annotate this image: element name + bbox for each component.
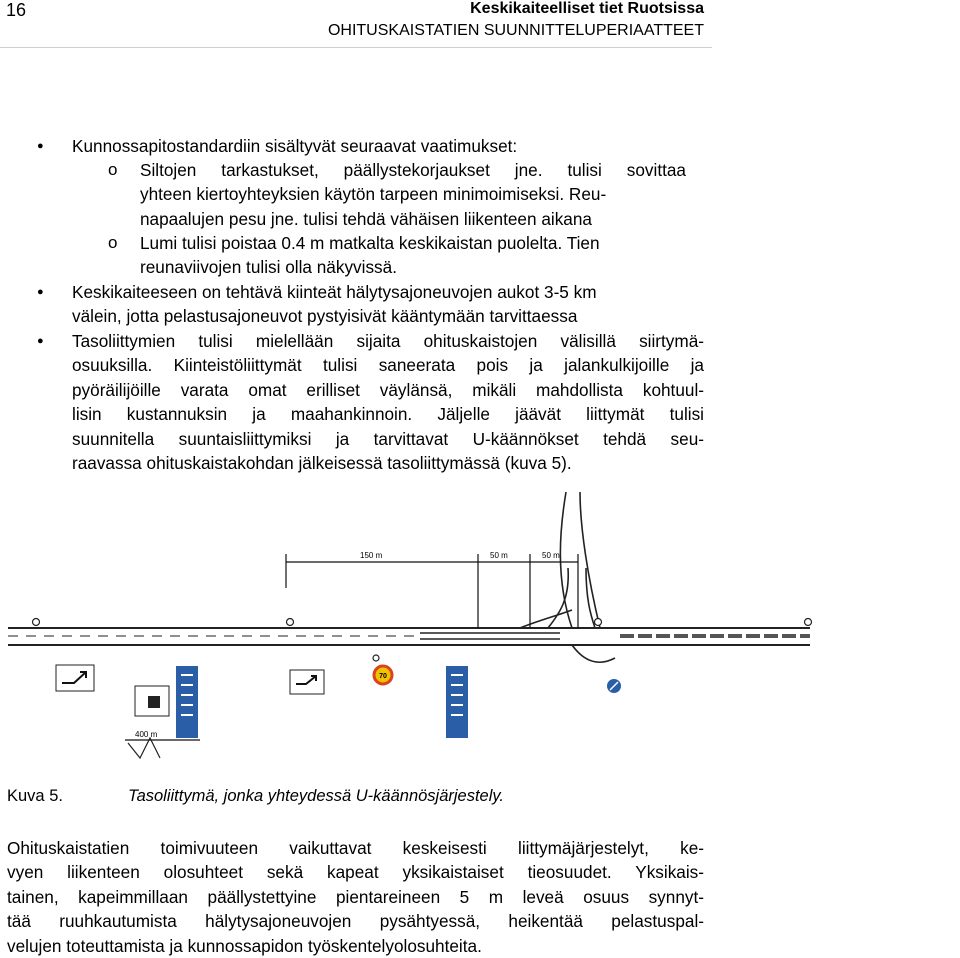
dim-label-50a: 50 m (490, 551, 508, 560)
sub-item-1 (140, 158, 686, 231)
text-line: raavassa ohituskaistakohdan jälkeisessä tasoliittymässä (kuva 5). (72, 453, 572, 474)
text-line: tainen, kapeimmillaan päällystettyine pientareineen 5 m leveä osuus synnyt- (7, 886, 704, 907)
text-line: reunaviivojen tulisi olla näkyvissä. (140, 257, 397, 278)
header-rule (0, 47, 712, 48)
sub-item-2 (140, 231, 600, 280)
intersection-diagram (0, 488, 820, 778)
side-road (520, 492, 615, 662)
text-line: napaalujen pesu jne. tulisi tehdä vähäisen liikenteen aikana (140, 208, 592, 229)
sub-bullet-2: o (108, 233, 118, 252)
text-line: pyöräilijöille varata omat erilliset väylänsä, mikäli mahdollista kohtuul- (72, 379, 704, 400)
dim-label-150: 150 m (360, 551, 383, 560)
main-road (8, 628, 810, 645)
dim-label-50b: 50 m (542, 551, 560, 560)
bullet-3: ● (37, 335, 44, 347)
text-line: velujen toteuttamista ja kunnossapidon työskentelyolosuhteita. (7, 935, 482, 956)
text-line: osuuksilla. Kiinteistöliittymät tulisi saneerata pois ja jalankulkijoille ja (72, 355, 704, 376)
page-number: 16 (6, 0, 27, 20)
list-item-3 (72, 329, 704, 475)
speed-limit-value: 70 (379, 673, 387, 680)
running-title: Keskikaiteelliset tiet Ruotsissa (470, 0, 704, 17)
bullet-2: ● (37, 286, 44, 298)
text-line: Lumi tulisi poistaa 0.4 m matkalta keskikaistan puolelta. Tien (140, 233, 600, 253)
break-mark (128, 738, 160, 758)
direction-sign-2 (135, 686, 169, 716)
text-line: Siltojen tarkastukset, päällystekorjaukset jne. tulisi sovittaa (140, 160, 686, 180)
sub-bullet-1: o (108, 160, 118, 179)
figure-caption-number: Kuva 5. (7, 787, 63, 805)
running-subtitle: OHITUSKAISTATIEN SUUNNITTELUPERIAATTEET (327, 22, 704, 39)
bullet-1: ● (37, 140, 44, 152)
direction-sign-3 (290, 670, 324, 694)
text-line: suunnitella suuntaisliittymiksi ja tarvittavat U-käännökset tehdä seu- (72, 428, 704, 449)
blue-guide-sign-2 (446, 666, 468, 738)
list-item-1-text: Kunnossapitostandardiin sisältyvät seuraavat vaatimukset: (72, 136, 518, 156)
body-paragraph (7, 836, 704, 958)
text-line: tää ruuhkautumista hälytysajoneuvojen pysähtyessä, heikentää pelastuspal- (7, 911, 704, 932)
blue-guide-sign-1 (176, 666, 198, 738)
text-line: välein, jotta pelastusajoneuvot pystyisivät kääntymään tarvittaessa (72, 306, 578, 327)
list-item-2 (72, 280, 597, 329)
text-line: vyen liikenteen olosuhteet sekä kapeat yksikaistaiset tieosuudet. Yksikais- (7, 862, 704, 883)
text-line: Ohituskaistatien toimivuuteen vaikuttavat keskeisesti liittymäjärjestelyt, ke- (7, 838, 704, 858)
text-line: Keskikaiteeseen on tehtävä kiinteät hälytysajoneuvojen aukot 3-5 km (72, 282, 597, 302)
text-line: Tasoliittymien tulisi mielellään sijaita ohituskaistojen välisillä siirtymä- (72, 331, 704, 351)
text-line: lisin kustannuksin ja maahankinnoin. Jäljelle jäävät liittymät tulisi (72, 404, 704, 425)
figure-caption-text: Tasoliittymä, jonka yhteydessä U-käännösjärjestely. (128, 787, 505, 805)
direction-sign-1 (56, 665, 94, 691)
dim-label-400: 400 m (135, 730, 158, 739)
text-line: yhteen kiertoyhteyksien käytön tarpeen minimoimiseksi. Reu- (140, 184, 607, 205)
